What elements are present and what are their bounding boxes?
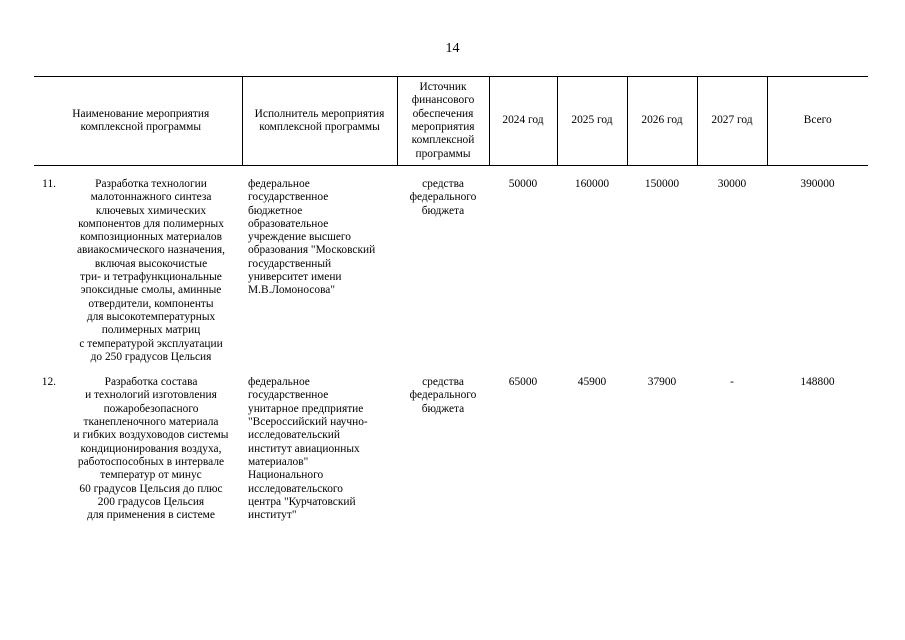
header-total: Всего — [767, 77, 868, 166]
value-2025: 160000 — [574, 178, 610, 190]
measure-executor: федеральное государственное унитарное предприятие "Всероссийский научно- исследовательский институт авиационных материалов" Национального исследовательского центра "Курчатовский институт" — [248, 376, 368, 522]
value-2026: 37900 — [647, 376, 677, 389]
header-name: Наименование мероприятия комплексной программы — [72, 107, 210, 133]
funding-source: средства федерального бюджета — [409, 376, 477, 415]
header-2027: 2027 год — [697, 77, 767, 166]
header-2026: 2026 год — [627, 77, 697, 166]
value-2026: 150000 — [644, 178, 680, 190]
row-number: 11. — [42, 178, 56, 190]
value-total: 390000 — [800, 178, 835, 190]
value-2027: 30000 — [717, 178, 747, 190]
header-2025: 2025 год — [557, 77, 627, 166]
header-source: Источник финансового обеспечения мероприятия комплексной программы — [397, 77, 489, 166]
row-number: 12. — [41, 376, 56, 389]
table-header-row — [34, 77, 868, 166]
program-table — [34, 76, 868, 522]
funding-source: средства федерального бюджета — [409, 178, 477, 217]
measure-executor: федеральное государственное бюджетное образовательное учреждение высшего образования "Московский государственный университет имени М.В.Ломоносова" — [248, 178, 376, 297]
header-2024: 2024 год — [489, 77, 557, 166]
table-row — [34, 364, 868, 522]
value-2024: 65000 — [508, 376, 538, 389]
measure-name: Разработка технологии малотоннажного синтеза ключевых химических компонентов для полимерных композиционных материалов авиакосмического назначения, включая высокочистые три- и тетрафункциональные эпоксидные смолы, аминные отвердители, компоненты для высокотемпературных полимерных матриц с температурой эксплуатации до 250 градусов Цельсия — [77, 178, 225, 363]
value-2024: 50000 — [508, 178, 538, 190]
value-2025: 45900 — [577, 376, 607, 389]
table-row — [34, 166, 868, 365]
header-executor: Исполнитель мероприятия комплексной программы — [242, 77, 397, 166]
page-number: 14 — [445, 41, 460, 56]
value-2027: - — [730, 376, 734, 389]
measure-name: Разработка состава и технологий изготовления пожаробезопасного тканепленочного материала и гибких воздуховодов системы кондиционирования воздуха, работоспособных в интервале температур от минус 60 градусов Цельсия до плюс 200 градусов Цельсия для применения в системе — [73, 376, 229, 522]
value-total: 148800 — [800, 376, 835, 389]
